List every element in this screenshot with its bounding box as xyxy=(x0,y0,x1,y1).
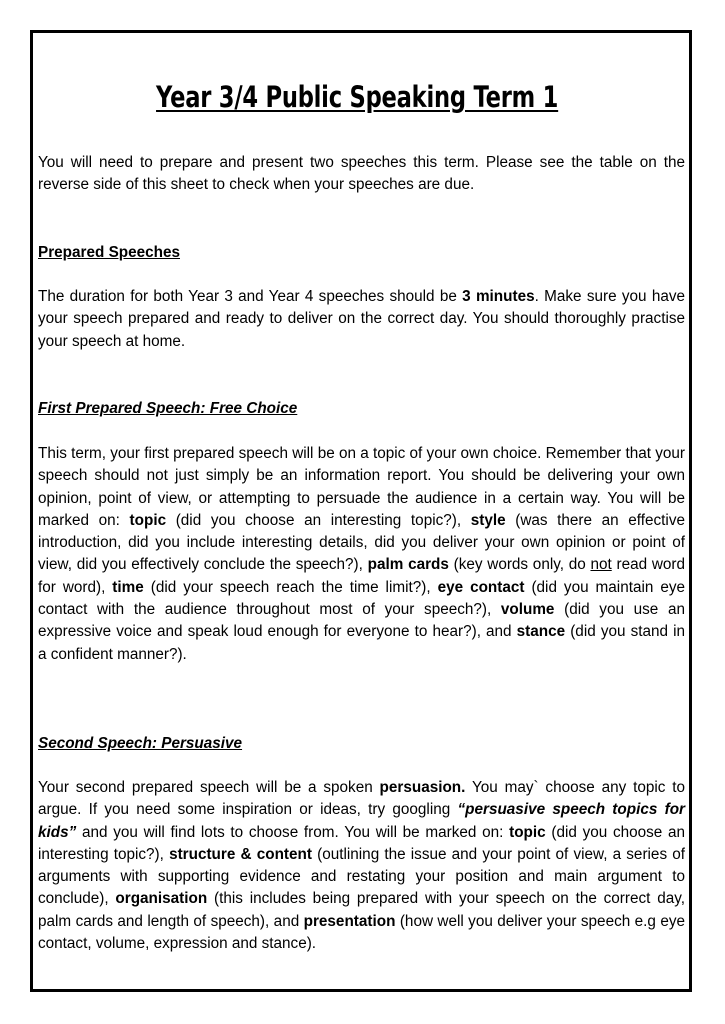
criterion-volume: volume xyxy=(500,601,555,619)
text-run: (did you use an expressive voice and speak loud enough for everyone to hear?), and xyxy=(38,601,685,641)
text-run: (was there an effective introduction, did you include interesting details, did you deliver your own opinion or point of view, did you effectively conclude the speech?), xyxy=(38,511,685,574)
criterion-eye-contact: eye contact xyxy=(437,578,525,596)
text-run: read word for word), xyxy=(38,556,685,596)
prepared-speeches-paragraph xyxy=(38,286,685,353)
text-run: (outlining the issue and your point of view, a series of arguments with supporting evidence and restating your position and main argument to conclude), xyxy=(38,845,685,908)
criterion-organisation: organisation xyxy=(115,890,208,908)
criterion-style: style xyxy=(470,511,506,529)
text-run: (did you choose an interesting topic?), xyxy=(38,823,686,863)
text-run: (did you stand in a confident manner?). xyxy=(38,623,685,663)
first-speech-heading: First Prepared Speech: Free Choice xyxy=(38,400,298,417)
criterion-presentation: presentation xyxy=(303,912,396,930)
text-run: (how well you deliver your speech e.g eye contact, volume, expression and stance). xyxy=(38,912,685,953)
text-run: (did you choose an interesting topic?), xyxy=(166,511,471,529)
criterion-stance: stance xyxy=(516,623,566,641)
duration-value: 3 minutes xyxy=(462,288,535,305)
text-run: (key words only, do xyxy=(448,556,591,574)
text-run: (did your speech reach the time limit?), xyxy=(143,578,438,596)
text-run: . Make sure you have your speech prepared and ready to deliver on the correct day. You should thoroughly practise your speech at home. xyxy=(38,288,686,350)
second-speech-paragraph xyxy=(38,777,685,955)
text-run: This term, your first prepared speech will be on a topic of your own choice. Remember that your speech should not just simply be an information report. You should be delivering your own opinion, point of view, or attempting to persuade the audience in a certain way. You will be marked on: xyxy=(38,445,686,529)
prepared-speeches-heading: Prepared Speeches xyxy=(38,244,180,261)
criterion-palm-cards: palm cards xyxy=(367,556,449,574)
text-run: (did you maintain eye contact with the audience throughout most of your speech?), xyxy=(38,578,686,619)
criterion-time: time xyxy=(112,578,144,596)
search-phrase: “persuasive speech topics for kids” xyxy=(38,801,685,841)
text-run: The duration for both Year 3 and Year 4 speeches should be xyxy=(38,288,463,305)
text-run: and you will find lots to choose from. You will be marked on: xyxy=(76,823,510,841)
criterion-topic: topic xyxy=(129,511,167,529)
second-speech-heading: Second Speech: Persuasive xyxy=(38,735,243,752)
document-title: Year 3/4 Public Speaking Term 1 xyxy=(156,80,559,114)
text-run: You may` choose any topic to argue. If you need some inspiration or ideas, try googling xyxy=(38,779,685,819)
keyword-persuasion: persuasion. xyxy=(379,779,466,796)
criterion-topic: topic xyxy=(509,823,546,841)
emphasis-not: not xyxy=(590,556,612,574)
first-speech-paragraph xyxy=(38,443,685,666)
text-run: Your second prepared speech will be a spoken xyxy=(38,779,380,796)
text-run: (this includes being prepared with your speech on the correct day, palm cards and length of speech), and xyxy=(38,890,686,930)
intro-paragraph: You will need to prepare and present two speeches this term. Please see the table on the reverse side of this sheet to check when your speeches are due. xyxy=(38,154,685,194)
criterion-structure-content: structure & content xyxy=(169,845,312,863)
